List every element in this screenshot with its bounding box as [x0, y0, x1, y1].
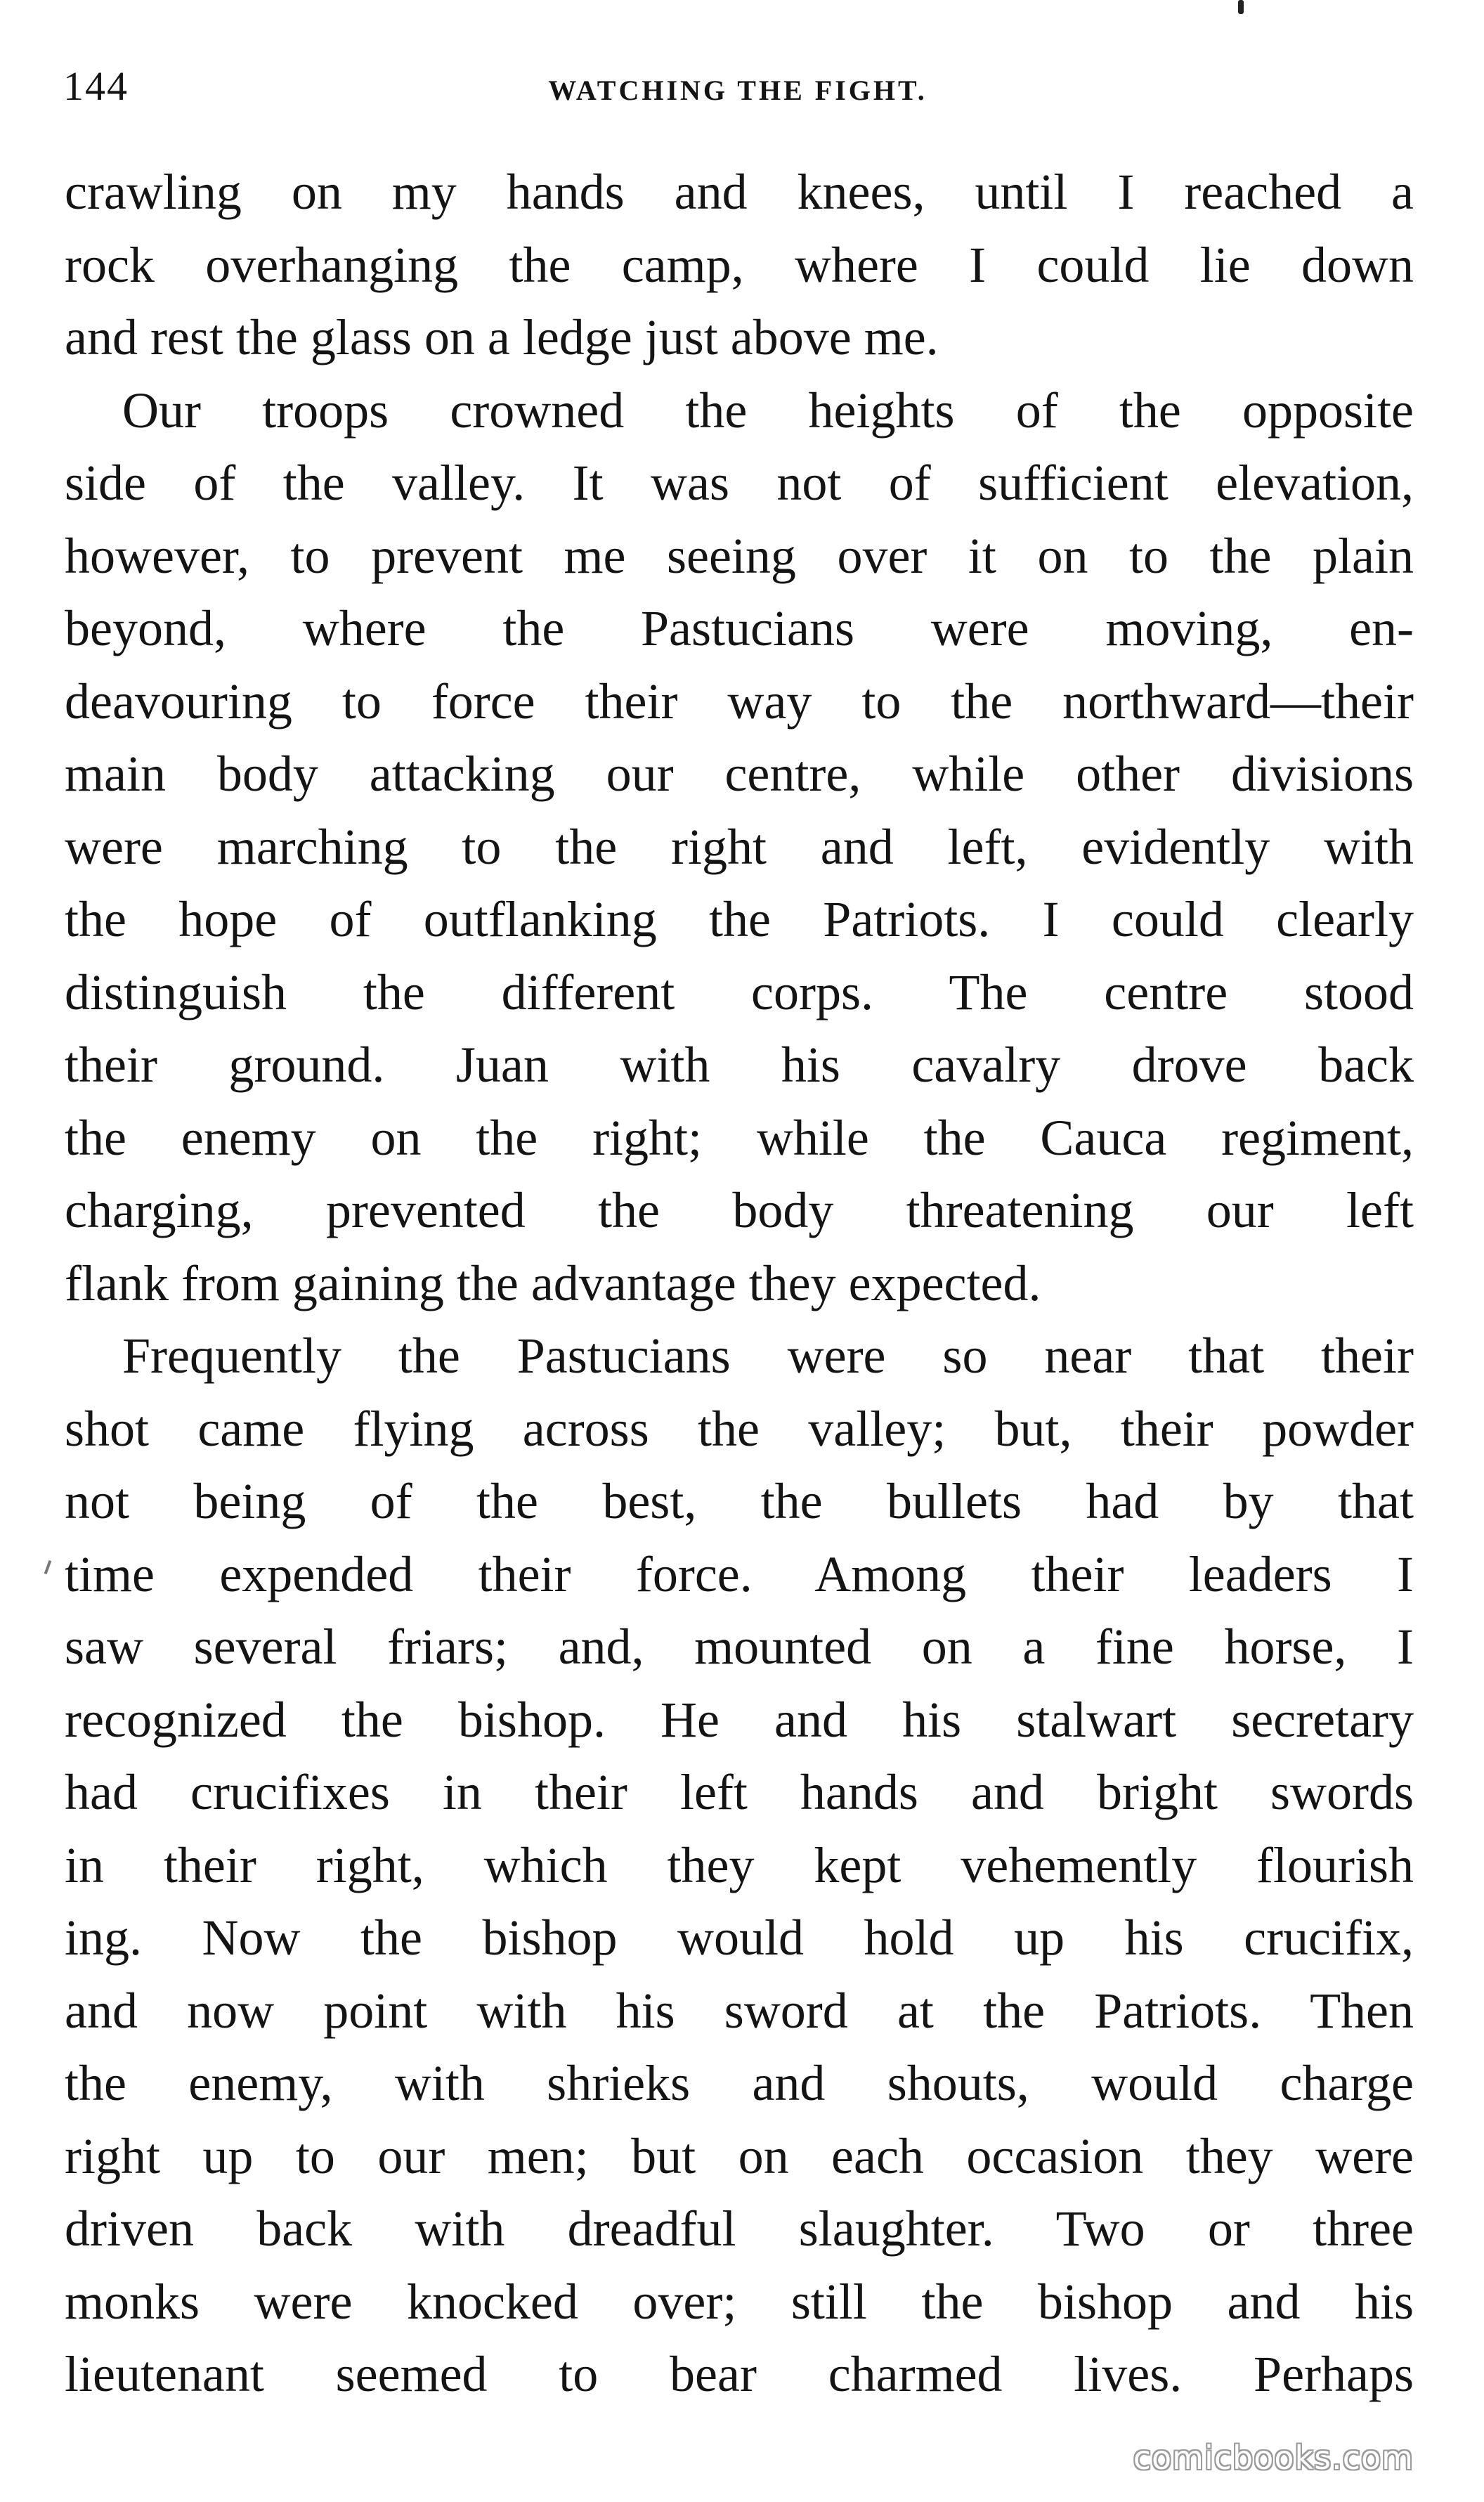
watermark: comicbooks.com — [1133, 2439, 1414, 2477]
text-line: not being of the best, the bullets had by that — [65, 1473, 1414, 1529]
running-head: WATCHING THE FIGHT. — [548, 74, 928, 106]
page-header — [63, 55, 1412, 118]
paragraph — [65, 156, 1414, 375]
ink-speck — [1238, 0, 1244, 14]
text-line: beyond, where the Pastucians were moving, en- — [65, 600, 1414, 656]
paragraph — [65, 375, 1414, 1321]
text-line: driven back with dreadful slaughter. Two or three — [65, 2200, 1414, 2257]
text-line: and rest the glass on a ledge just above me. — [65, 309, 939, 365]
text-line: deavouring to force their way to the northward—their — [65, 673, 1414, 730]
text-line: saw several friars; and, mounted on a fine horse, I — [65, 1619, 1414, 1675]
text-line: however, to prevent me seeing over it on to the plain — [65, 527, 1414, 584]
text-line: the enemy, with shrieks and shouts, would charge — [65, 2055, 1414, 2111]
text-line: side of the valley. It was not of sufficient elevation, — [65, 455, 1414, 511]
text-line: the hope of outflanking the Patriots. I could clearly — [65, 891, 1414, 947]
text-line: recognized the bishop. He and his stalwart secretary — [65, 1691, 1414, 1748]
text-line: Our troops crowned the heights of the opposite — [122, 382, 1414, 439]
text-line: shot came flying across the valley; but, their powder — [65, 1400, 1414, 1457]
text-line: the enemy on the right; while the Cauca regiment, — [65, 1109, 1414, 1166]
text-line: crawling on my hands and knees, until I reached a — [65, 164, 1414, 220]
paragraph — [65, 1320, 1414, 2411]
text-line: charging, prevented the body threatening our left — [65, 1182, 1414, 1238]
text-line: lieutenant seemed to bear charmed lives. Perhaps — [65, 2346, 1414, 2402]
text-line: ing. Now the bishop would hold up his crucifix, — [65, 1910, 1414, 1966]
text-line: and now point with his sword at the Patriots. Then — [65, 1982, 1414, 2039]
text-line: time expended their force. Among their leaders I — [65, 1545, 1414, 1602]
text-line: Frequently the Pastucians were so near that their — [122, 1328, 1414, 1384]
page-number: 144 — [63, 63, 129, 109]
body-text — [65, 156, 1414, 2411]
text-line: were marching to the right and left, evidently with — [65, 818, 1414, 875]
text-line: right up to our men; but on each occasion they were — [65, 2127, 1414, 2184]
text-line: flank from gaining the advantage they expected. — [65, 1255, 1041, 1311]
text-line: in their right, which they kept vehemently flourish — [65, 1836, 1414, 1893]
text-line: their ground. Juan with his cavalry drove back — [65, 1037, 1414, 1093]
text-line: rock overhanging the camp, where I could lie down — [65, 236, 1414, 293]
text-line: main body attacking our centre, while other divisions — [65, 746, 1414, 802]
margin-mark — [44, 1560, 52, 1574]
text-line: distinguish the different corps. The centre stood — [65, 964, 1414, 1020]
text-line: had crucifixes in their left hands and bright swords — [65, 1764, 1414, 1820]
text-line: monks were knocked over; still the bishop and his — [65, 2273, 1414, 2330]
